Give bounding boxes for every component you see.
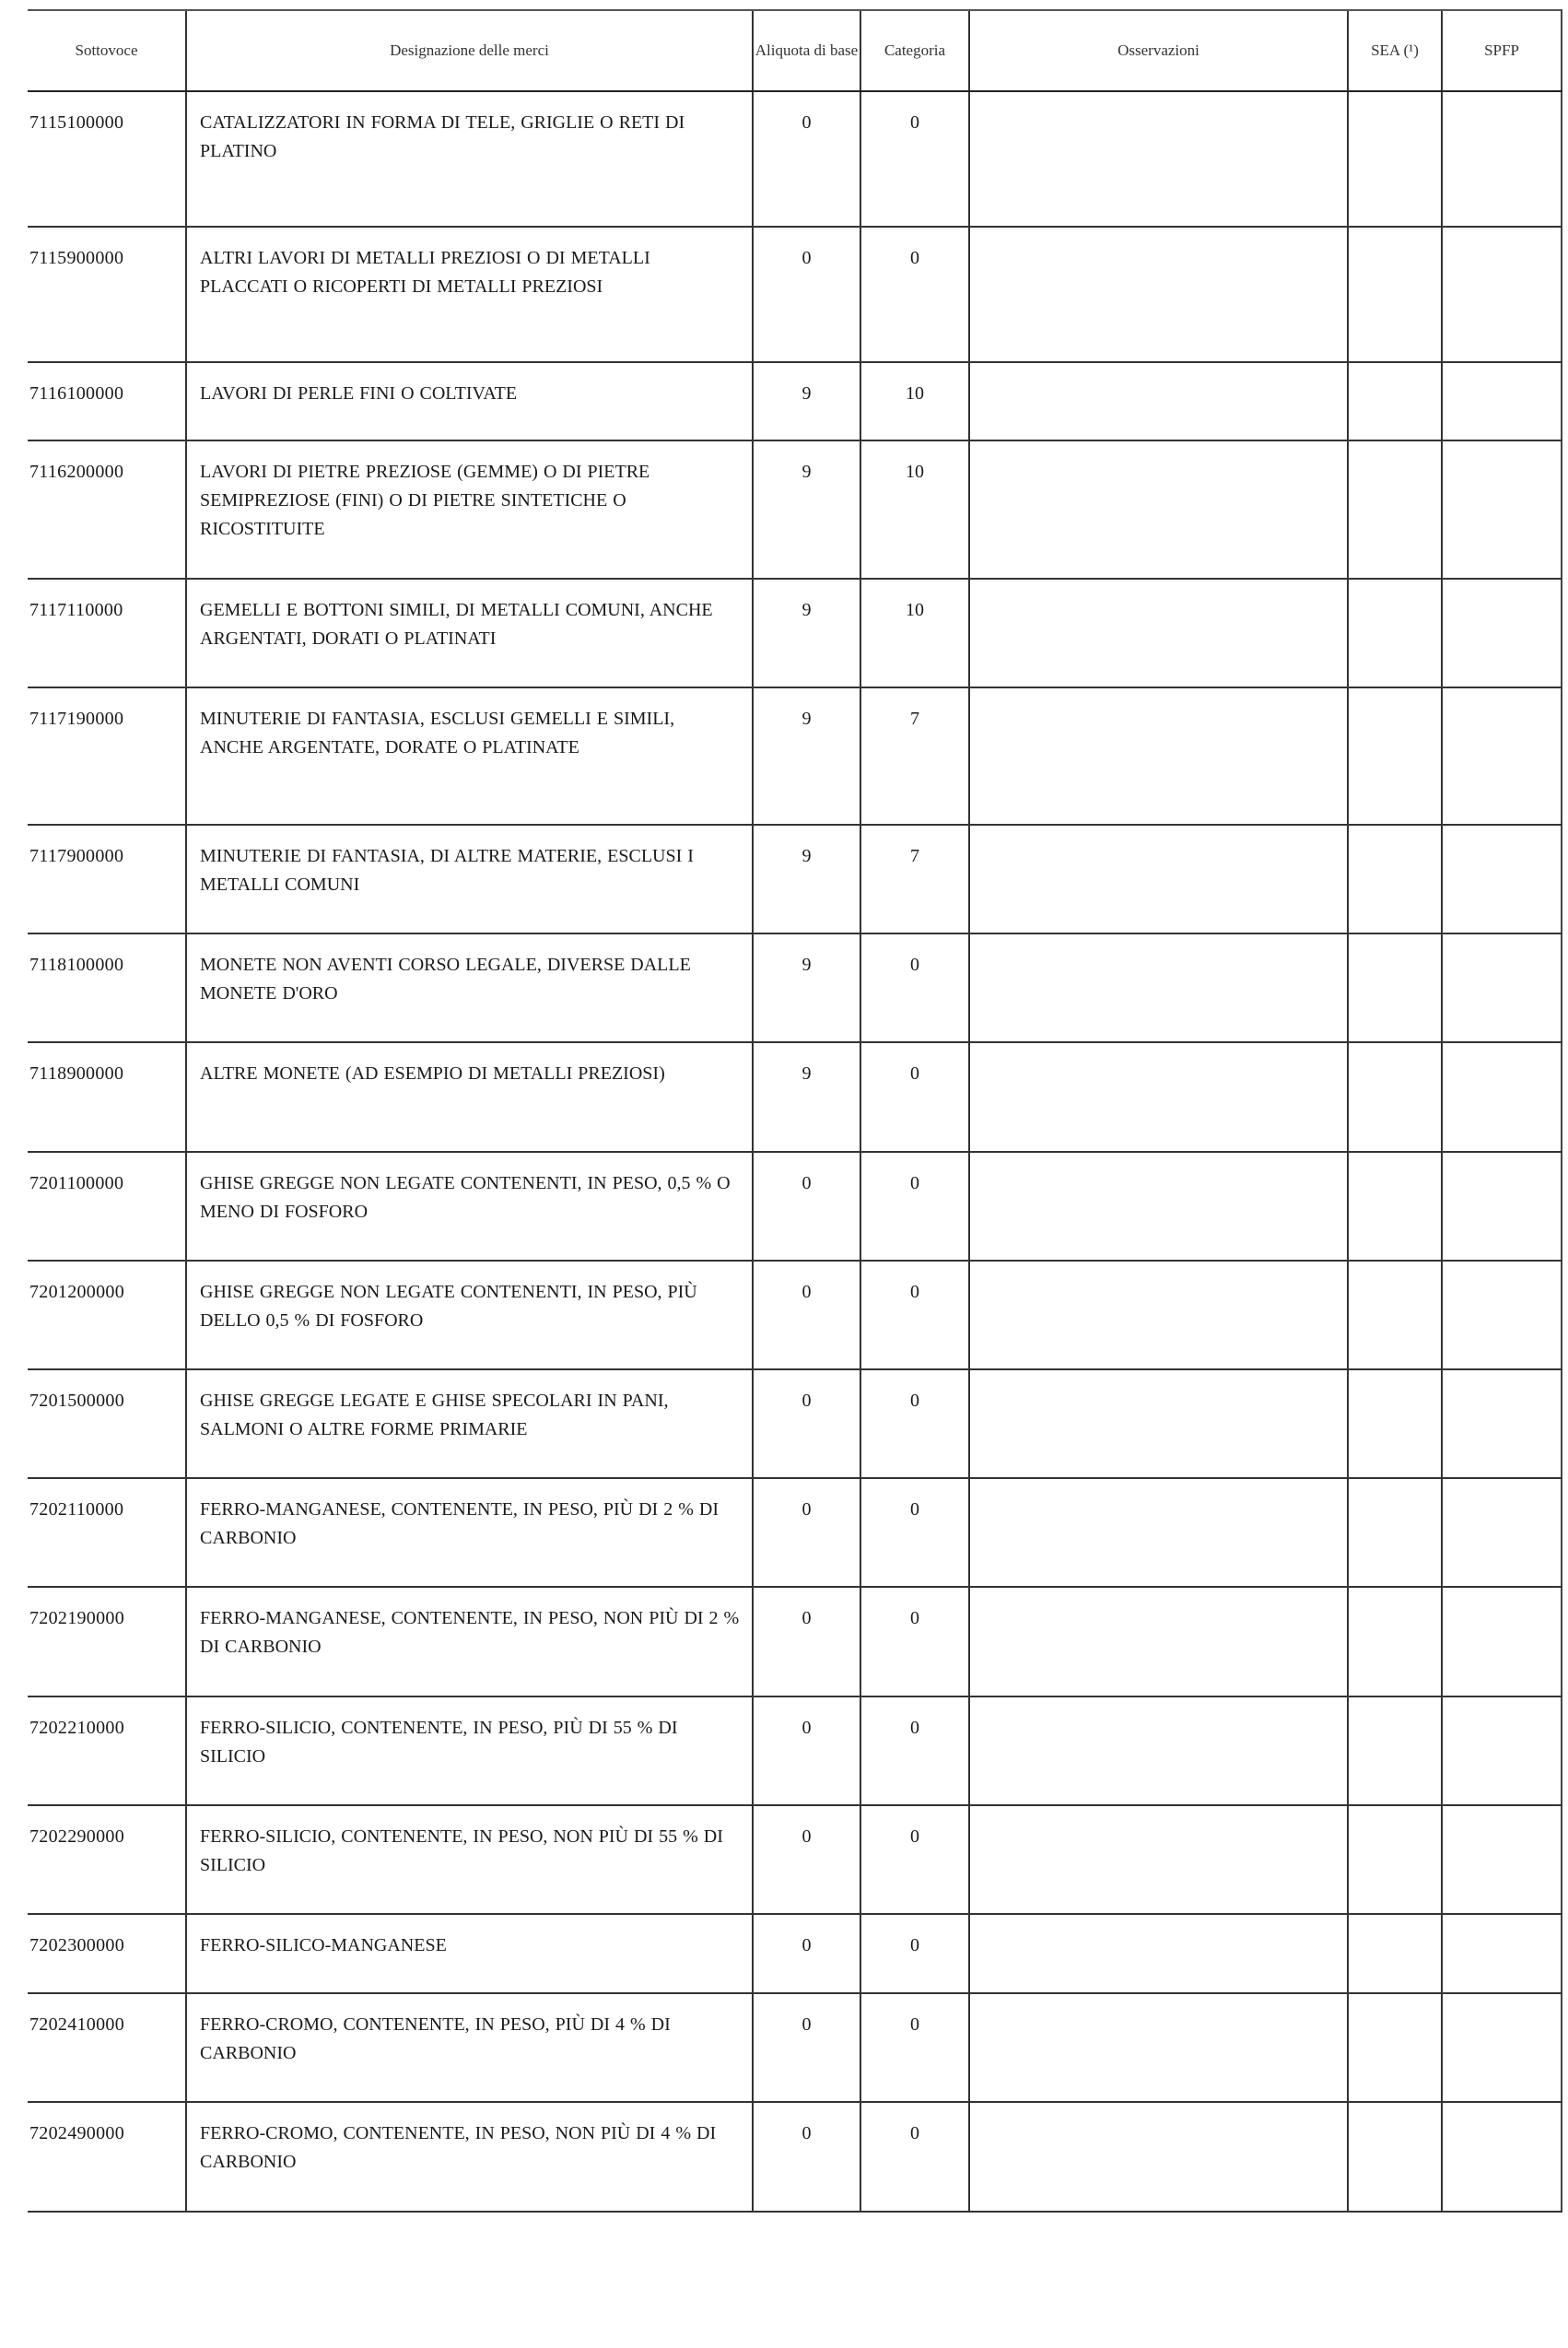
cell-description: CATALIZZATORI IN FORMA DI TELE, GRIGLIE O RETI DI PLATINO	[186, 91, 753, 227]
table-row	[28, 362, 1562, 440]
cell-categoria: 0	[860, 227, 969, 362]
cell-aliquota: 9	[753, 362, 860, 440]
cell-spfp	[1442, 1587, 1562, 1696]
cell-aliquota: 0	[753, 1152, 860, 1261]
cell-osservazioni	[969, 1369, 1348, 1478]
cell-spfp	[1442, 579, 1562, 687]
cell-categoria: 10	[860, 579, 969, 687]
table-row	[28, 440, 1562, 579]
cell-osservazioni	[969, 1152, 1348, 1261]
cell-description: FERRO-CROMO, CONTENENTE, IN PESO, NON PIÙ DI 4 % DI CARBONIO	[186, 2102, 753, 2212]
cell-sea	[1348, 1261, 1442, 1369]
cell-sea	[1348, 227, 1442, 362]
cell-osservazioni	[969, 1914, 1348, 1993]
cell-categoria: 7	[860, 687, 969, 825]
cell-description: FERRO-SILICO-MANGANESE	[186, 1914, 753, 1993]
cell-categoria: 0	[860, 1993, 969, 2102]
cell-aliquota: 0	[753, 2102, 860, 2212]
cell-code: 7202300000	[28, 1914, 186, 1993]
header-categoria: Categoria	[860, 10, 969, 91]
cell-code: 7202490000	[28, 2102, 186, 2212]
cell-osservazioni	[969, 1261, 1348, 1369]
cell-description: GHISE GREGGE NON LEGATE CONTENENTI, IN PESO, 0,5 % O MENO DI FOSFORO	[186, 1152, 753, 1261]
cell-osservazioni	[969, 1993, 1348, 2102]
cell-code: 7201500000	[28, 1369, 186, 1478]
cell-description: FERRO-MANGANESE, CONTENENTE, IN PESO, PIÙ DI 2 % DI CARBONIO	[186, 1478, 753, 1587]
table-row	[28, 1587, 1562, 1696]
table-row	[28, 1914, 1562, 1993]
cell-categoria: 0	[860, 1369, 969, 1478]
cell-aliquota: 0	[753, 1369, 860, 1478]
cell-spfp	[1442, 1261, 1562, 1369]
header-spfp: SPFP	[1442, 10, 1562, 91]
cell-sea	[1348, 440, 1442, 579]
cell-spfp	[1442, 1369, 1562, 1478]
cell-aliquota: 0	[753, 1993, 860, 2102]
cell-aliquota: 9	[753, 933, 860, 1042]
tariff-document	[28, 9, 1562, 2213]
table-row	[28, 1805, 1562, 1914]
cell-code: 7201100000	[28, 1152, 186, 1261]
cell-sea	[1348, 1914, 1442, 1993]
cell-spfp	[1442, 362, 1562, 440]
cell-aliquota: 9	[753, 1042, 860, 1152]
tariff-table	[28, 9, 1562, 2213]
cell-aliquota: 0	[753, 1696, 860, 1805]
cell-aliquota: 0	[753, 1261, 860, 1369]
table-row	[28, 1042, 1562, 1152]
cell-osservazioni	[969, 1478, 1348, 1587]
cell-osservazioni	[969, 91, 1348, 227]
cell-description: LAVORI DI PIETRE PREZIOSE (GEMME) O DI PIETRE SEMIPREZIOSE (FINI) O DI PIETRE SINTETICHE O RICOSTITUITE	[186, 440, 753, 579]
cell-categoria: 0	[860, 1152, 969, 1261]
cell-categoria: 0	[860, 91, 969, 227]
cell-spfp	[1442, 1042, 1562, 1152]
cell-aliquota: 9	[753, 440, 860, 579]
cell-sea	[1348, 825, 1442, 933]
cell-categoria: 0	[860, 933, 969, 1042]
cell-aliquota: 0	[753, 1478, 860, 1587]
cell-spfp	[1442, 1152, 1562, 1261]
cell-spfp	[1442, 1478, 1562, 1587]
header-osservazioni: Osservazioni	[969, 10, 1348, 91]
table-row	[28, 1993, 1562, 2102]
cell-categoria: 0	[860, 1042, 969, 1152]
cell-spfp	[1442, 440, 1562, 579]
table-row	[28, 579, 1562, 687]
cell-code: 7202410000	[28, 1993, 186, 2102]
cell-aliquota: 0	[753, 91, 860, 227]
cell-description: LAVORI DI PERLE FINI O COLTIVATE	[186, 362, 753, 440]
cell-code: 7202190000	[28, 1587, 186, 1696]
cell-categoria: 0	[860, 1914, 969, 1993]
cell-aliquota: 9	[753, 579, 860, 687]
cell-spfp	[1442, 1914, 1562, 1993]
cell-sea	[1348, 91, 1442, 227]
cell-osservazioni	[969, 687, 1348, 825]
cell-code: 7201200000	[28, 1261, 186, 1369]
cell-code: 7118900000	[28, 1042, 186, 1152]
cell-osservazioni	[969, 1042, 1348, 1152]
cell-code: 7202210000	[28, 1696, 186, 1805]
cell-code: 7117190000	[28, 687, 186, 825]
cell-sea	[1348, 1152, 1442, 1261]
cell-description: MINUTERIE DI FANTASIA, ESCLUSI GEMELLI E SIMILI, ANCHE ARGENTATE, DORATE O PLATINATE	[186, 687, 753, 825]
cell-spfp	[1442, 687, 1562, 825]
cell-sea	[1348, 1805, 1442, 1914]
header-sottovoce: Sottovoce	[28, 10, 186, 91]
table-row	[28, 227, 1562, 362]
cell-spfp	[1442, 1805, 1562, 1914]
cell-sea	[1348, 1042, 1442, 1152]
cell-sea	[1348, 1993, 1442, 2102]
cell-categoria: 10	[860, 362, 969, 440]
cell-osservazioni	[969, 2102, 1348, 2212]
cell-description: MINUTERIE DI FANTASIA, DI ALTRE MATERIE, ESCLUSI I METALLI COMUNI	[186, 825, 753, 933]
cell-aliquota: 0	[753, 227, 860, 362]
table-row	[28, 1261, 1562, 1369]
cell-description: GHISE GREGGE NON LEGATE CONTENENTI, IN PESO, PIÙ DELLO 0,5 % DI FOSFORO	[186, 1261, 753, 1369]
cell-osservazioni	[969, 1696, 1348, 1805]
cell-description: GEMELLI E BOTTONI SIMILI, DI METALLI COMUNI, ANCHE ARGENTATI, DORATI O PLATINATI	[186, 579, 753, 687]
table-row	[28, 91, 1562, 227]
cell-spfp	[1442, 227, 1562, 362]
cell-categoria: 0	[860, 1261, 969, 1369]
table-row	[28, 687, 1562, 825]
header-row	[28, 10, 1562, 91]
cell-sea	[1348, 1369, 1442, 1478]
cell-code: 7115900000	[28, 227, 186, 362]
cell-description: FERRO-SILICIO, CONTENENTE, IN PESO, PIÙ DI 55 % DI SILICIO	[186, 1696, 753, 1805]
header-designazione: Designazione delle merci	[186, 10, 753, 91]
cell-description: ALTRI LAVORI DI METALLI PREZIOSI O DI METALLI PLACCATI O RICOPERTI DI METALLI PREZIOSI	[186, 227, 753, 362]
cell-description: MONETE NON AVENTI CORSO LEGALE, DIVERSE DALLE MONETE D'ORO	[186, 933, 753, 1042]
cell-categoria: 0	[860, 1587, 969, 1696]
cell-aliquota: 9	[753, 825, 860, 933]
cell-aliquota: 0	[753, 1805, 860, 1914]
cell-osservazioni	[969, 579, 1348, 687]
cell-sea	[1348, 362, 1442, 440]
cell-spfp	[1442, 1993, 1562, 2102]
table-row	[28, 1152, 1562, 1261]
cell-code: 7202110000	[28, 1478, 186, 1587]
cell-osservazioni	[969, 933, 1348, 1042]
cell-spfp	[1442, 825, 1562, 933]
cell-osservazioni	[969, 1805, 1348, 1914]
cell-aliquota: 9	[753, 687, 860, 825]
cell-categoria: 0	[860, 1696, 969, 1805]
cell-categoria: 0	[860, 1478, 969, 1587]
cell-aliquota: 0	[753, 1914, 860, 1993]
cell-categoria: 10	[860, 440, 969, 579]
cell-description: FERRO-CROMO, CONTENENTE, IN PESO, PIÙ DI 4 % DI CARBONIO	[186, 1993, 753, 2102]
cell-categoria: 0	[860, 2102, 969, 2212]
cell-categoria: 7	[860, 825, 969, 933]
cell-sea	[1348, 1478, 1442, 1587]
table-row	[28, 1696, 1562, 1805]
cell-osservazioni	[969, 227, 1348, 362]
cell-osservazioni	[969, 825, 1348, 933]
cell-aliquota: 0	[753, 1587, 860, 1696]
table-row	[28, 825, 1562, 933]
header-aliquota: Aliquota di base	[753, 10, 860, 91]
cell-description: FERRO-MANGANESE, CONTENENTE, IN PESO, NON PIÙ DI 2 % DI CARBONIO	[186, 1587, 753, 1696]
cell-code: 7115100000	[28, 91, 186, 227]
cell-description: ALTRE MONETE (AD ESEMPIO DI METALLI PREZIOSI)	[186, 1042, 753, 1152]
cell-description: FERRO-SILICIO, CONTENENTE, IN PESO, NON PIÙ DI 55 % DI SILICIO	[186, 1805, 753, 1914]
cell-sea	[1348, 1587, 1442, 1696]
cell-spfp	[1442, 1696, 1562, 1805]
cell-osservazioni	[969, 1587, 1348, 1696]
table-row	[28, 2102, 1562, 2212]
cell-description: GHISE GREGGE LEGATE E GHISE SPECOLARI IN PANI, SALMONI O ALTRE FORME PRIMARIE	[186, 1369, 753, 1478]
table-row	[28, 1478, 1562, 1587]
cell-sea	[1348, 579, 1442, 687]
cell-code: 7117110000	[28, 579, 186, 687]
cell-code: 7118100000	[28, 933, 186, 1042]
cell-osservazioni	[969, 362, 1348, 440]
cell-osservazioni	[969, 440, 1348, 579]
header-sea: SEA (¹)	[1348, 10, 1442, 91]
cell-code: 7116200000	[28, 440, 186, 579]
cell-sea	[1348, 933, 1442, 1042]
cell-spfp	[1442, 933, 1562, 1042]
table-row	[28, 1369, 1562, 1478]
table-row	[28, 933, 1562, 1042]
cell-spfp	[1442, 91, 1562, 227]
cell-code: 7116100000	[28, 362, 186, 440]
cell-sea	[1348, 2102, 1442, 2212]
cell-sea	[1348, 687, 1442, 825]
cell-code: 7117900000	[28, 825, 186, 933]
cell-code: 7202290000	[28, 1805, 186, 1914]
cell-sea	[1348, 1696, 1442, 1805]
cell-categoria: 0	[860, 1805, 969, 1914]
cell-spfp	[1442, 2102, 1562, 2212]
